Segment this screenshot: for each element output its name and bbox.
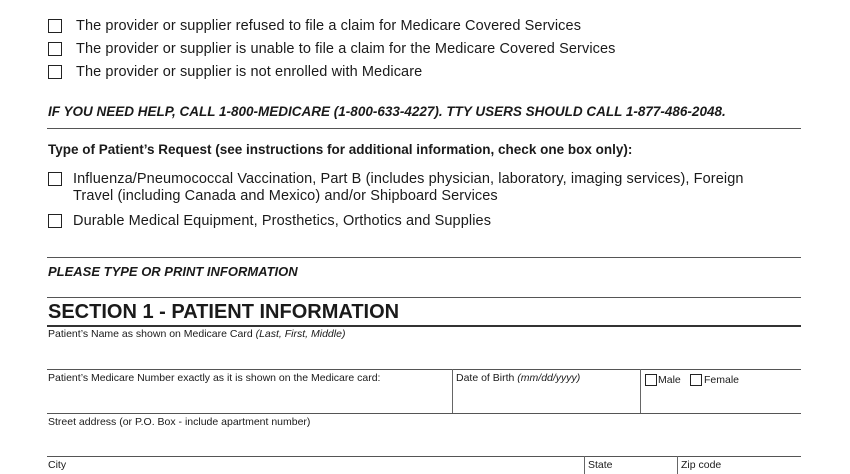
divider <box>47 297 801 298</box>
section1-title: SECTION 1 - PATIENT INFORMATION <box>48 301 400 323</box>
option-not-enrolled-label: The provider or supplier is not enrolled with Medicare <box>76 64 423 80</box>
patient-name-label-text: Patient’s Name as shown on Medicare Card <box>48 328 253 340</box>
male-label: Male <box>658 374 681 386</box>
dob-hint: (mm/dd/yyyy) <box>517 372 581 384</box>
checkbox-dme[interactable] <box>48 214 62 228</box>
city-label: City <box>48 459 67 471</box>
zip-label: Zip code <box>681 459 722 471</box>
print-notice: PLEASE TYPE OR PRINT INFORMATION <box>48 264 298 279</box>
dme-label: Durable Medical Equipment, Prosthetics, Orthotics and Supplies <box>73 213 492 229</box>
column-divider <box>640 369 641 413</box>
patient-name-field[interactable] <box>47 342 801 368</box>
patient-name-hint: (Last, First, Middle) <box>255 328 346 340</box>
medicare-number-label: Patient’s Medicare Number exactly as it is shown on the Medicare card: <box>48 372 381 384</box>
checkbox-female[interactable] <box>690 374 702 386</box>
vaccination-label-line2: Travel (including Canada and Mexico) and/or Shipboard Services <box>73 188 498 204</box>
divider <box>47 456 801 457</box>
medicare-number-field[interactable] <box>47 386 451 412</box>
checkbox-male[interactable] <box>645 374 657 386</box>
dob-field[interactable] <box>453 386 639 412</box>
column-divider <box>677 456 678 474</box>
dob-label <box>456 372 580 384</box>
checkbox-unable[interactable] <box>48 42 62 56</box>
street-field[interactable] <box>47 430 801 455</box>
divider <box>47 369 801 370</box>
female-label: Female <box>704 374 740 386</box>
option-unable-label: The provider or supplier is unable to file a claim for the Medicare Covered Services <box>76 41 616 57</box>
dob-label-text: Date of Birth <box>456 372 515 384</box>
column-divider <box>584 456 585 474</box>
patient-name-label <box>48 328 345 340</box>
request-type-title: Type of Patient’s Request (see instructions for additional information, check one box only): <box>48 142 633 157</box>
help-line: IF YOU NEED HELP, CALL 1-800-MEDICARE (1-800-633-4227). TTY USERS SHOULD CALL 1-877-486-2048. <box>48 104 726 119</box>
state-label: State <box>588 459 613 471</box>
checkbox-vaccination[interactable] <box>48 172 62 186</box>
checkbox-refused[interactable] <box>48 19 62 33</box>
divider <box>47 257 801 258</box>
divider <box>47 325 801 327</box>
vaccination-label-line1: Influenza/Pneumococcal Vaccination, Part B (includes physician, laboratory, imaging services), Foreign <box>73 171 744 187</box>
option-refused-label: The provider or supplier refused to file a claim for Medicare Covered Services <box>76 18 582 34</box>
divider <box>47 128 801 129</box>
street-label: Street address (or P.O. Box - include apartment number) <box>48 416 311 428</box>
checkbox-not-enrolled[interactable] <box>48 65 62 79</box>
divider <box>47 413 801 414</box>
